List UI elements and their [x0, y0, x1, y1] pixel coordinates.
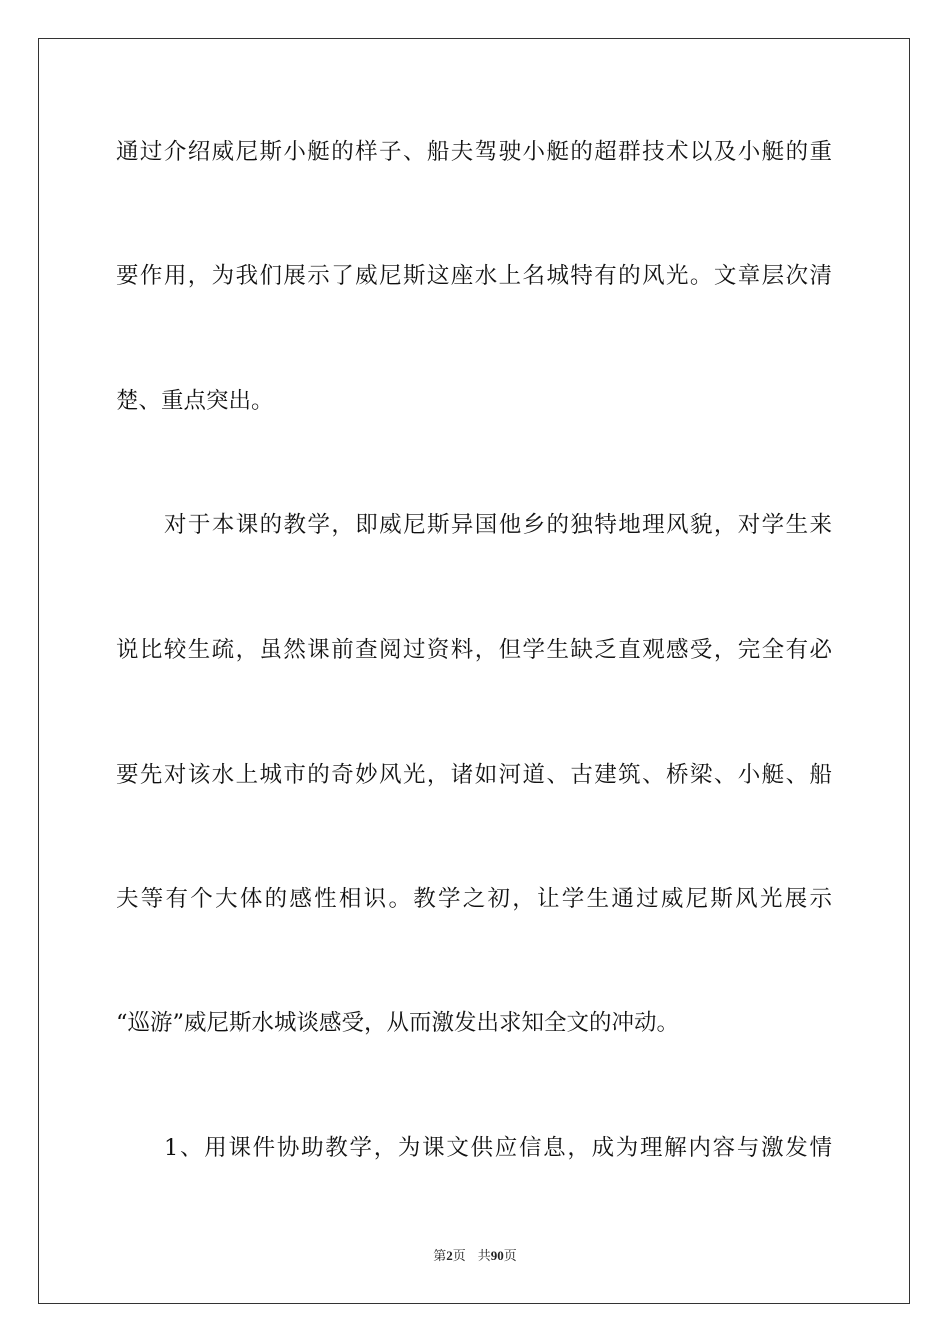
text-line: 说比较生疏，虽然课前查阅过资料，但学生缺乏直观感受，完全有必: [116, 637, 832, 663]
text-line: 对于本课的教学，即威尼斯异国他乡的独特地理风貌，对学生来: [164, 512, 832, 538]
text-line: 1、用课件协助教学，为课文供应信息，成为理解内容与激发情: [164, 1135, 832, 1161]
footer-page-number: 2: [446, 1248, 453, 1263]
page-footer: [0, 1247, 950, 1265]
text-line: 夫等有个大体的感性相识。教学之初，让学生通过威尼斯风光展示: [116, 886, 832, 912]
footer-page-prefix: 第: [433, 1248, 447, 1263]
footer-total-pages: 90: [490, 1248, 504, 1263]
text-line: 要先对该水上城市的奇妙风光，诸如河道、古建筑、桥梁、小艇、船: [116, 762, 832, 788]
footer-page-suffix: 页: [452, 1248, 466, 1263]
page-border: [38, 38, 910, 1304]
footer-total-suffix: 页: [503, 1248, 517, 1263]
text-line: 要作用，为我们展示了威尼斯这座水上名城特有的风光。文章层次清: [116, 263, 832, 289]
text-line: 通过介绍威尼斯小艇的样子、船夫驾驶小艇的超群技术以及小艇的重: [116, 139, 832, 165]
footer-total-prefix: 共: [477, 1248, 491, 1263]
text-line: 楚、重点突出。: [116, 388, 274, 414]
text-line: “巡游”威尼斯水城谈感受，从而激发出求知全文的冲动。: [116, 1010, 680, 1036]
